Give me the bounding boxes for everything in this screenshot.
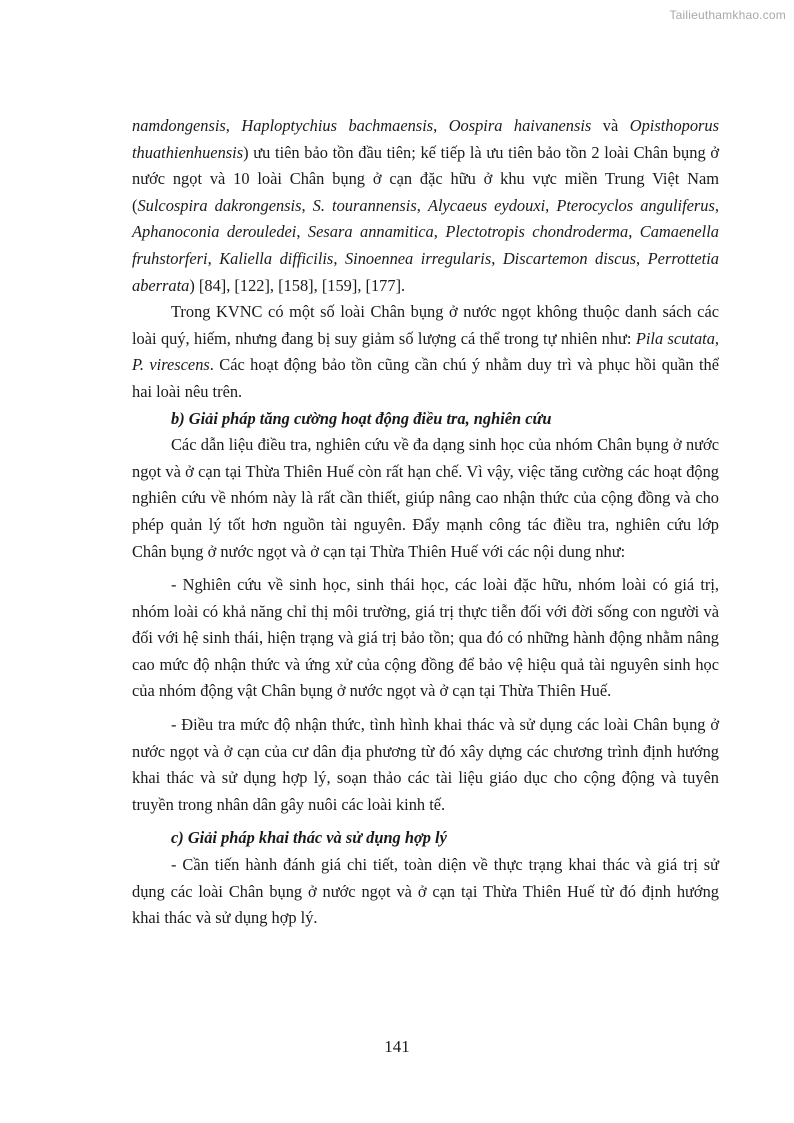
text-run: ,: [545, 195, 557, 215]
species-name: Camaenella fruhstorferi: [132, 222, 719, 268]
species-name: Pila scutata: [635, 328, 715, 348]
species-name: Pterocyclos anguliferus: [556, 195, 715, 215]
text-run: ,: [207, 248, 220, 268]
text-run: ,: [491, 248, 503, 268]
species-name: Plectotropis chondroderma: [445, 222, 629, 242]
section-heading-b: b) Giải pháp tăng cường hoạt động điều tra, nghiên cứu: [171, 408, 552, 428]
text-run: và: [591, 116, 630, 135]
paragraph-research: Các dẫn liệu điều tra, nghiên cứu về đa dạng sinh học của nhóm Chân bụng ở nước ngọt và ở cạn tại Thừa Thiên Huế còn rất hạn chế. Vì vậy, việc tăng cường các hoạt động nghiên cứu về nhóm này là rất cần thiết, giúp nâng cao nhận thức của cộng đồng và cho phép quản lý tốt hơn nguồn tài nguyên. Đẩy mạnh công tác điều tra, nghiên cứu lớp Chân bụng ở nước ngọt và ở cạn tại Thừa Thiên Huế với các nội dung như:: [132, 435, 719, 561]
bullet-research-topics: - Nghiên cứu về sinh học, sinh thái học, các loài đặc hữu, nhóm loài có giá trị, nhóm loài có khả năng chỉ thị môi trường, giá trị thực tiễn đối với đời sống con người và đối với hệ sinh thái, hiện trạng và giá trị bảo tồn; qua đó có những hành động nhằm nâng cao mức độ nhận thức và ứng xử của cộng đồng để bảo vệ hiệu quả tài nguyên sinh học của nhóm động vật Chân bụng ở nước ngọt và ở cạn tại Thừa Thiên Huế.: [132, 575, 719, 701]
species-name: Kaliella difficilis: [219, 248, 334, 268]
text-run: . Các hoạt động bảo tồn cũng cần chú ý nhằm duy trì và phục hồi quần thể hai loài nêu trên.: [132, 355, 719, 401]
text-run: ,: [333, 248, 345, 268]
species-name: Sesara annamitica: [307, 222, 434, 242]
page-number: 141: [384, 1037, 410, 1056]
species-name: Sinoennea irregularis: [344, 248, 492, 268]
species-name: namdongensis: [132, 116, 226, 135]
document-body: [132, 113, 719, 932]
text-run: ,: [433, 116, 449, 135]
text-run: Trong KVNC có một số loài Chân bụng ở nước ngọt không thuộc danh sách các loài quý, hiếm, nhưng đang bị suy giảm số lượng cá thể trong tự nhiên như:: [132, 302, 719, 348]
species-name: Alycaeus eydouxi: [427, 195, 546, 215]
bullet-awareness-survey: - Điều tra mức độ nhận thức, tình hình khai thác và sử dụng các loài Chân bụng ở nước ngọt và ở cạn của cư dân địa phương từ đó xây dựng các chương trình định hướng khai thác và sử dụng hợp lý, soạn thảo các tài liệu giáo dục cho cộng động và tuyên truyền trong nhân dân gây nuôi các loài kinh tế.: [132, 715, 719, 814]
species-name: P. virescens: [132, 355, 210, 375]
watermark: Tailieuthamkhao.com: [669, 8, 786, 22]
text-run: ,: [225, 116, 242, 135]
species-name: Sulcospira dakrongensis: [137, 195, 302, 215]
species-name: Perrottetia aberrata: [132, 248, 719, 295]
species-name: Haploptychius bachmaensis: [241, 116, 434, 135]
section-heading-c: c) Giải pháp khai thác và sử dụng hợp lý: [171, 828, 447, 848]
text-run: ) ưu tiên bảo tồn đầu tiên; kế tiếp là ưu tiên bảo tồn 2 loài Chân bụng ở nước ngọt và 10 loài Chân bụng ở cạn đặc hữu ở khu vực miền Trung Việt Nam (: [132, 142, 719, 215]
species-name: Oospira haivanensis: [448, 116, 592, 135]
bullet-exploitation-assessment: - Cần tiến hành đánh giá chi tiết, toàn diện về thực trạng khai thác và giá trị sử dụng các loài Chân bụng ở nước ngọt và ở cạn tại Thừa Thiên Huế từ đó định hướng khai thác và sử dụng hợp lý.: [132, 855, 719, 928]
text-run: ,: [416, 195, 428, 215]
species-name: Discartemon discus: [502, 248, 637, 268]
text-run: ,: [433, 222, 446, 242]
paragraph-species-list: [132, 113, 719, 299]
text-run: ,: [636, 248, 648, 268]
citation-run: ) [84], [122], [158], [159], [177].: [189, 275, 406, 295]
text-run: ,: [628, 222, 640, 242]
species-name: S. tourannensis: [312, 195, 417, 215]
text-run: ,: [714, 328, 720, 348]
text-run: ,: [714, 195, 719, 215]
text-run: ,: [301, 195, 313, 215]
paragraph-declining-species: [132, 299, 719, 405]
species-name: Opisthoporus thuathienhuensis: [132, 116, 719, 162]
species-name: Aphanoconia derouledei: [132, 222, 297, 242]
text-run: ,: [296, 222, 308, 242]
